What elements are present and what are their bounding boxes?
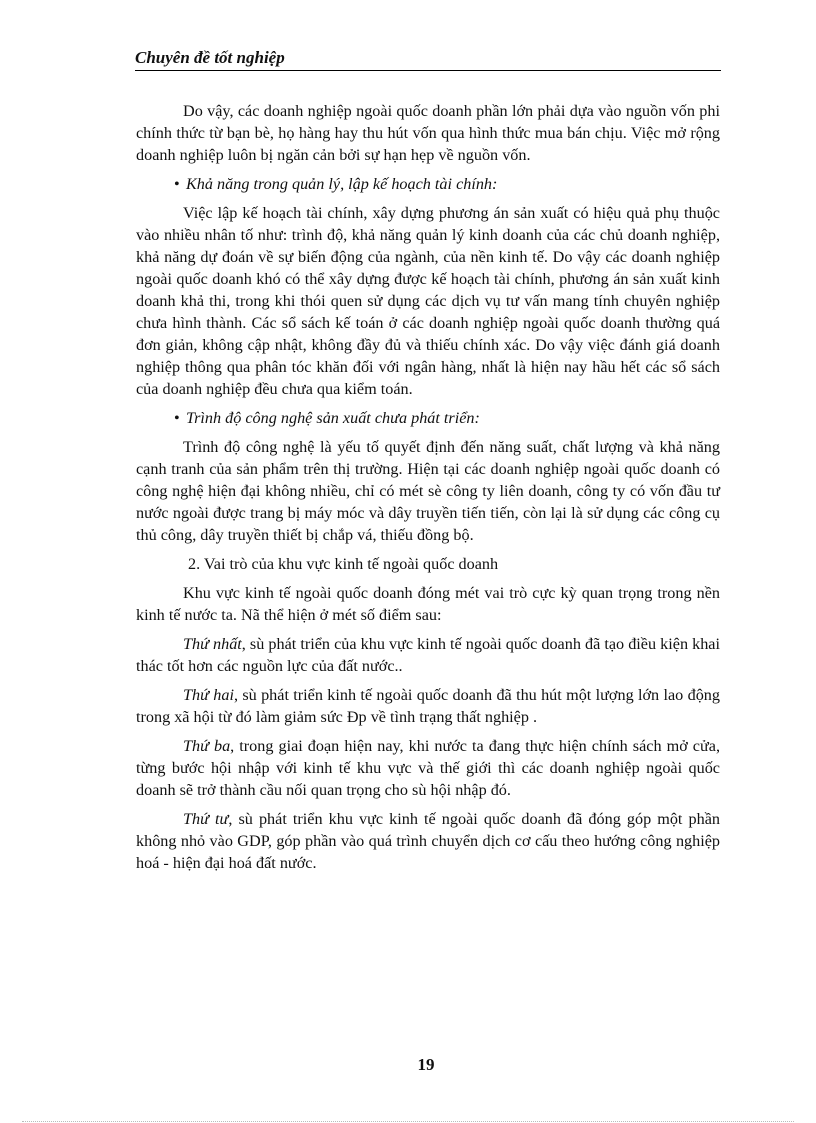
bullet-dot-icon: • [174,409,180,427]
paragraph-role-intro: Khu vực kinh tế ngoài quốc doanh đóng mét vai trò cực kỳ quan trọng trong nền kinh tế nước ta. Nã thể hiện ở mét số điểm sau: [136,584,720,624]
paragraph-lead: Thứ ba [183,737,231,755]
bullet-technology [136,407,720,429]
page-header [135,48,721,71]
bullet-label: Trình độ công nghệ sản xuất chưa phát triển: [186,409,480,427]
bullet-dot-icon: • [174,175,180,193]
page-body [136,100,720,881]
paragraph-third [136,735,720,801]
header-title: Chuyên đề tốt nghiệp [135,48,285,67]
paragraph-text: , sù phát triển của khu vực kinh tế ngoài quốc doanh đã tạo điều kiện khai thác tốt hơn các nguồn lực của đất nước.. [136,635,720,675]
bullet-financial-planning [136,173,720,195]
bullet-label: Khả năng trong quản lý, lập kế hoạch tài chính: [186,175,498,193]
paragraph-first [136,633,720,677]
section-heading: 2. Vai trò của khu vực kinh tế ngoài quốc doanh [188,555,499,573]
paragraph-technology: Trình độ công nghệ là yếu tố quyết định đến năng suất, chất lượng và khả năng cạnh tranh của sản phẩm trên thị trường. Hiện tại các doanh nghiệp ngoài quốc doanh có công nghệ hiện đại không nhiều, chỉ có mét sè công ty liên doanh, công ty có vốn đầu tư nước ngoài được trang bị máy móc và dây truyền tiến tiến, còn lại là sử dụng các công cụ thủ công, dây truyền thiết bị chắp vá, thiếu đồng bộ. [136,438,720,544]
paragraph-funding: Do vậy, các doanh nghiệp ngoài quốc doanh phần lớn phải dựa vào nguồn vốn phi chính thức từ bạn bè, họ hàng hay thu hút vốn qua hình thức mua bán chịu. Việc mở rộng doanh nghiệp luôn bị ngăn cản bởi sự hạn hẹp về nguồn vốn. [136,102,720,164]
paragraph-lead: Thứ hai [183,686,234,704]
paragraph-second [136,684,720,728]
paragraph-financial-planning: Việc lập kế hoạch tài chính, xây dựng phương án sản xuất có hiệu quả phụ thuộc vào nhiều nhân tố như: trình độ, khả năng quản lý kinh doanh của các chủ doanh nghiệp, khả năng dự đoán về sự biến động của ngành, của nền kinh tế. Do vậy các doanh nghiệp ngoài quốc doanh khó có thể xây dựng được kế hoạch tài chính, phương án sản xuất kinh doanh khả thi, trong khi thói quen sử dụng các dịch vụ tư vấn mang tính chuyên nghiệp chưa hình thành. Các sổ sách kế toán ở các doanh nghiệp ngoài quốc doanh thường quá đơn giản, không cập nhật, không đầy đủ và thiếu chính xác. Do vậy việc đánh giá doanh nghiệp thông qua phân tóc khăn đối với ngân hàng, nhất là hiện nay hầu hết các sổ sách của doanh nghiệp đều chưa qua kiểm toán. [136,204,720,398]
paragraph-text: , trong giai đoạn hiện nay, khi nước ta đang thực hiện chính sách mở cửa, từng bước hội nhập với kinh tế khu vực và thế giới thì các doanh nghiệp ngoài quốc doanh sẽ trở thành cầu nối quan trọng cho sù hội nhập đó. [136,737,720,799]
paragraph-lead: Thứ tư [183,810,229,828]
paragraph-text: , sù phát triển khu vực kinh tế ngoài quốc doanh đã đóng góp một phần không nhỏ vào GDP, góp phần vào quá trình chuyển dịch cơ cấu theo hướng công nghiệp hoá - hiện đại hoá đất nước. [136,810,720,872]
paragraph-fourth [136,808,720,874]
paragraph-text: , sù phát triển kinh tế ngoài quốc doanh đã thu hút một lượng lớn lao động trong xã hội từ đó làm giảm sức Đp về tình trạng thất nghiệp . [136,686,720,726]
page-bottom-divider [22,1121,794,1122]
page-number: 19 [417,1055,435,1074]
paragraph-lead: Thứ nhất [183,635,242,653]
